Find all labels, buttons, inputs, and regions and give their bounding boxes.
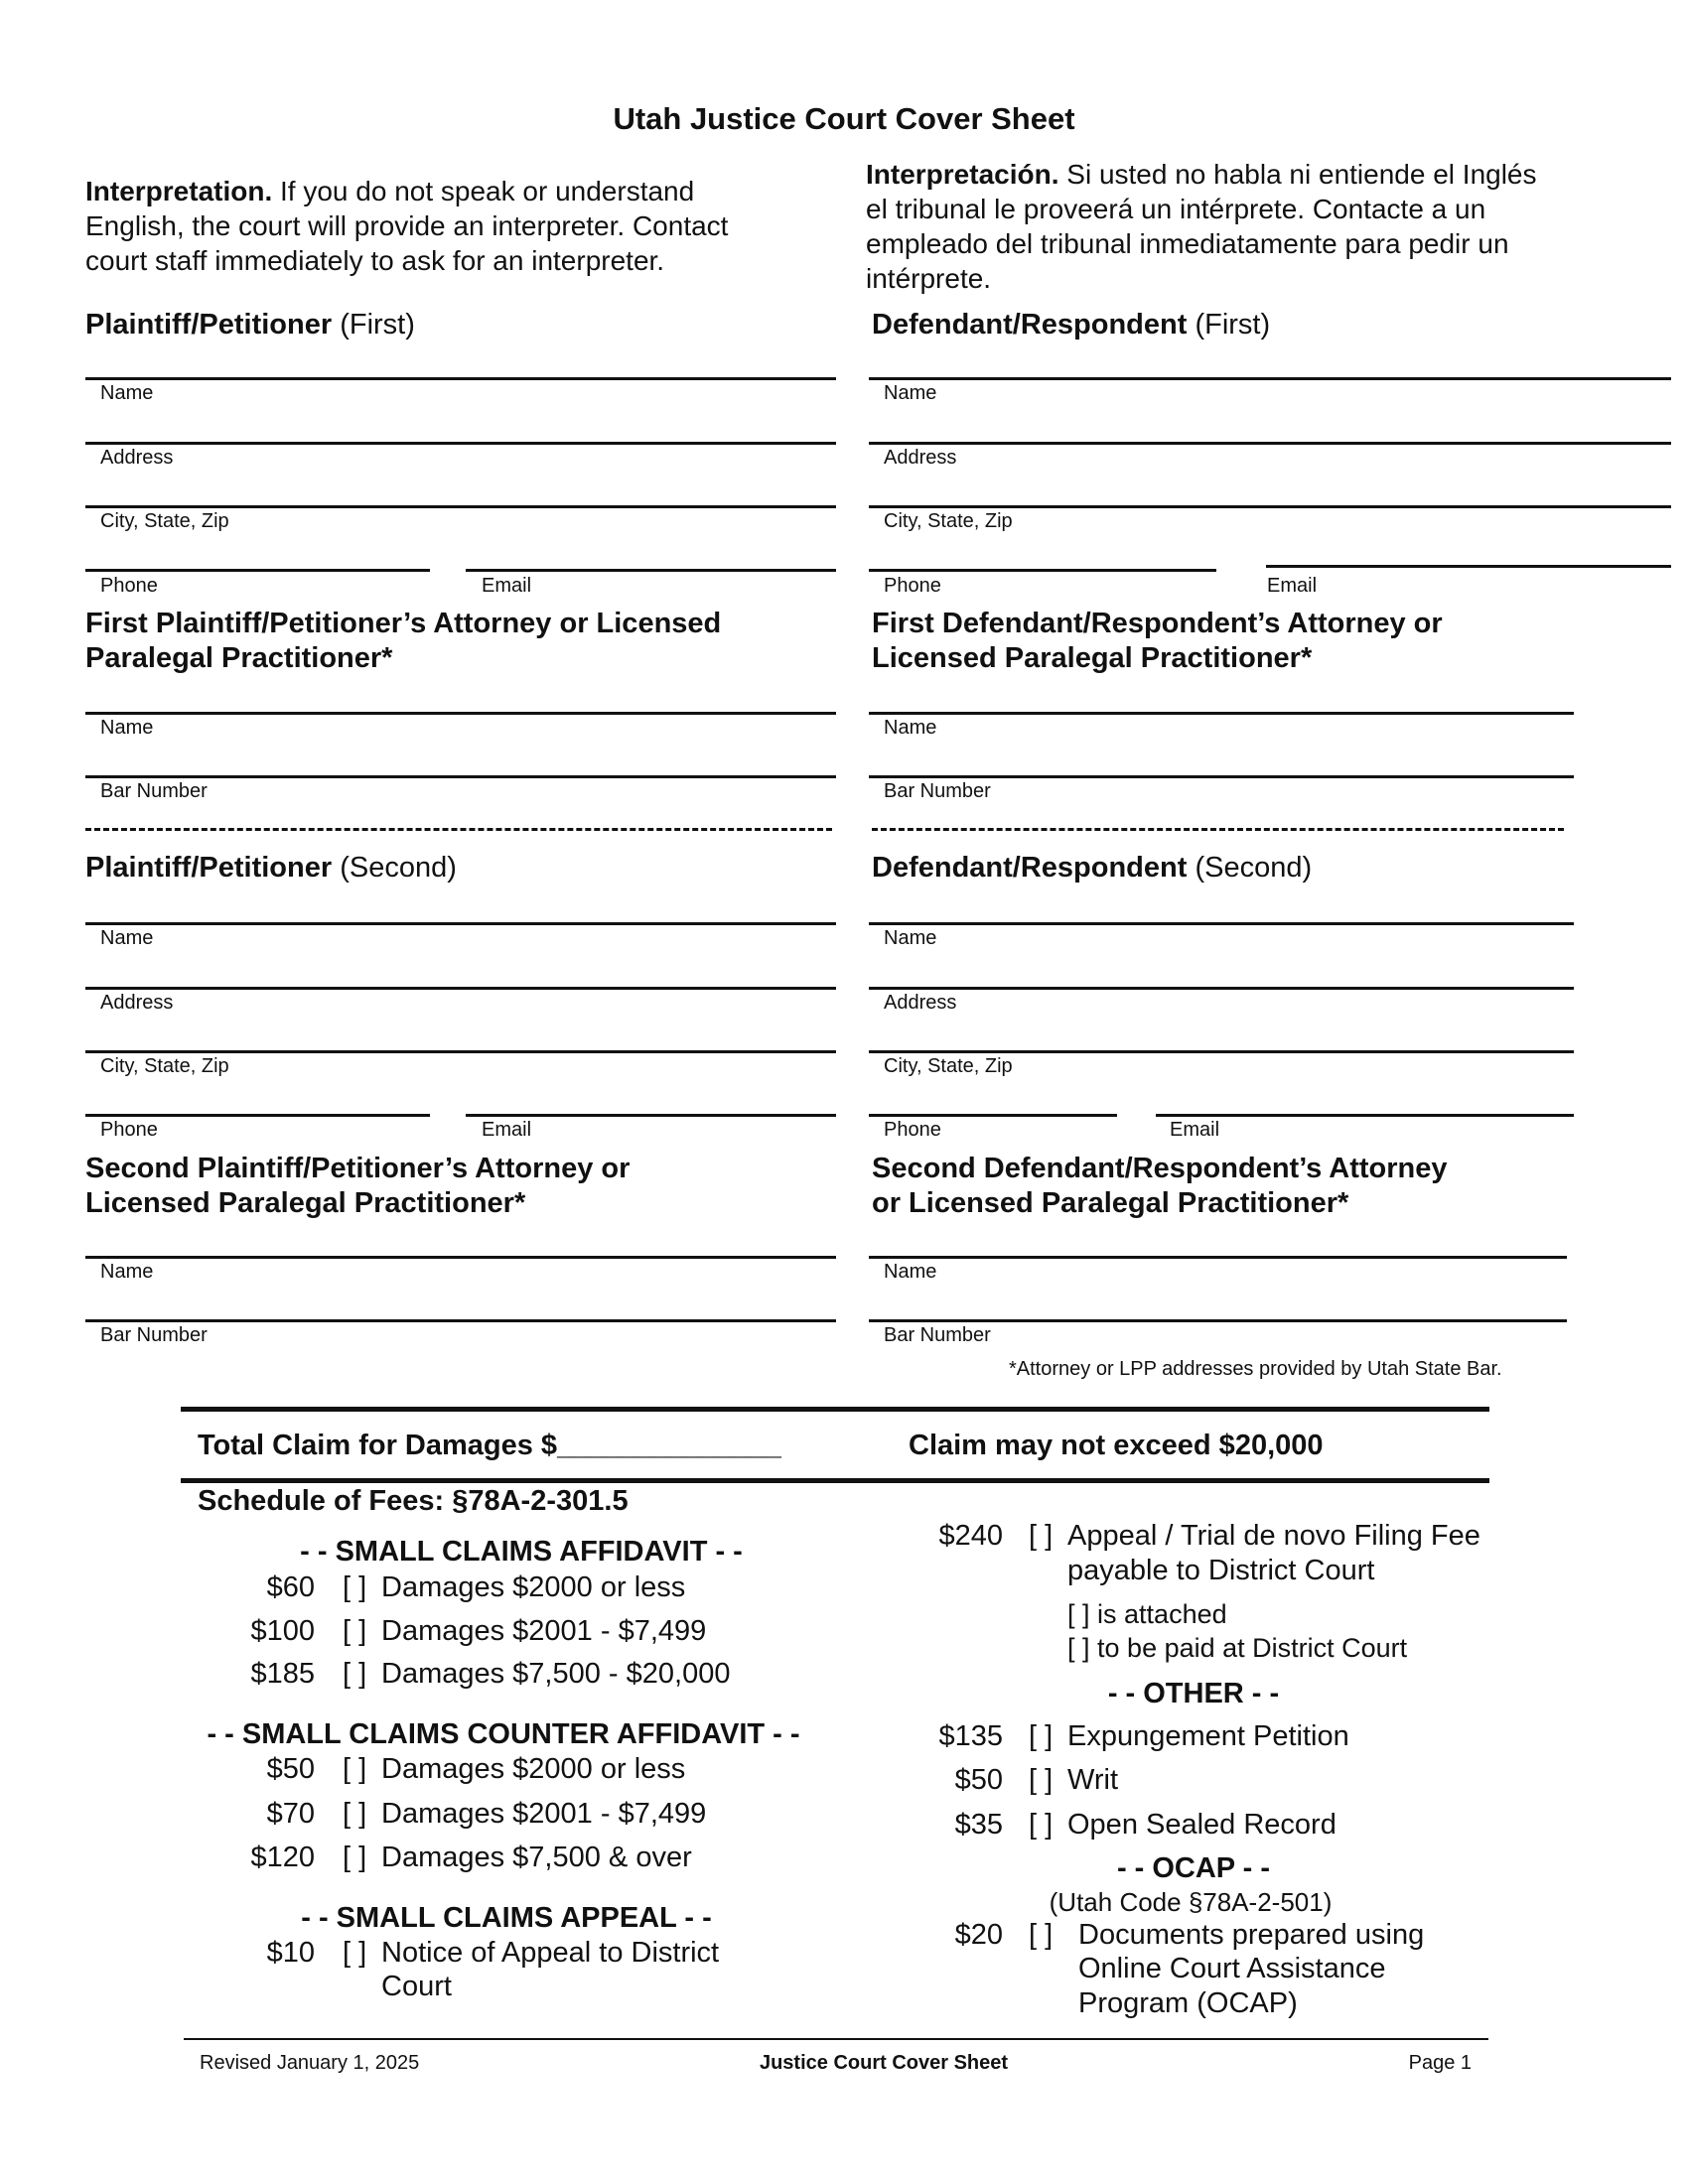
fee-text: Damages $7,500 & over <box>381 1842 692 1873</box>
fee-text: Program (OCAP) <box>1078 1987 1298 2019</box>
fee-text: Damages $2001 - $7,499 <box>381 1798 707 1830</box>
field-label: Phone <box>884 1119 941 1141</box>
fee-amount: $120 <box>250 1842 315 1873</box>
fee-amount: $20 <box>954 1919 1003 1951</box>
plaintiff-first-attorney-heading <box>85 607 721 676</box>
plaintiff2-city-field[interactable] <box>85 1050 836 1053</box>
field-label: Name <box>884 717 937 739</box>
plaintiff1-attorney-name-field[interactable] <box>85 712 836 715</box>
footer-divider <box>184 2038 1488 2040</box>
field-label: Bar Number <box>884 780 991 802</box>
plaintiff2-attorney-bar-field[interactable] <box>85 1319 836 1322</box>
fee-amount: $60 <box>266 1571 315 1603</box>
plaintiff-second-attorney-heading <box>85 1152 630 1221</box>
defendant1-address-field[interactable] <box>869 442 1671 445</box>
heading-line: Licensed Paralegal Practitioner* <box>85 1187 526 1219</box>
dashed-divider <box>85 828 832 831</box>
footer-page: Page 1 <box>1408 2052 1472 2074</box>
fee-checkbox[interactable]: [ ] <box>343 1753 367 1785</box>
heading-bold: Plaintiff/Petitioner <box>85 852 333 884</box>
plaintiff1-attorney-bar-field[interactable] <box>85 775 836 778</box>
heading-qualifier: (First) <box>1187 309 1271 341</box>
defendant2-name-field[interactable] <box>869 922 1574 925</box>
plaintiff1-phone-field[interactable] <box>85 569 430 572</box>
page-title: Utah Justice Court Cover Sheet <box>613 101 1075 136</box>
field-label: Address <box>100 447 174 469</box>
fee-checkbox[interactable]: [ ] <box>1029 1809 1054 1841</box>
field-label: City, State, Zip <box>100 1055 229 1077</box>
fee-text: Damages $2000 or less <box>381 1753 686 1785</box>
defendant2-attorney-bar-field[interactable] <box>869 1319 1567 1322</box>
field-label: Address <box>884 447 957 469</box>
field-label: Address <box>884 992 957 1014</box>
heading-line: or Licensed Paralegal Practitioner* <box>872 1187 1349 1219</box>
field-label: Bar Number <box>100 1324 208 1346</box>
claim-limit: Claim may not exceed $20,000 <box>909 1430 1324 1461</box>
fee-checkbox[interactable]: [ ] <box>343 1798 367 1830</box>
schedule-of-fees: Schedule of Fees: §78A-2-301.5 <box>198 1485 629 1517</box>
attorney-footnote: *Attorney or LPP addresses provided by Utah State Bar. <box>1009 1358 1502 1380</box>
plaintiff-first-heading <box>85 308 415 342</box>
defendant1-name-field[interactable] <box>869 377 1671 380</box>
fee-text: Expungement Petition <box>1067 1720 1349 1752</box>
interpretation-es-line: intérprete. <box>866 263 992 294</box>
field-label: Phone <box>100 575 158 597</box>
plaintiff2-name-field[interactable] <box>85 922 836 925</box>
fee-checkbox[interactable]: [ ] <box>1029 1764 1054 1796</box>
field-label: City, State, Zip <box>884 510 1013 532</box>
interpretation-es-line: Si usted no habla ni entiende el Inglés <box>1058 159 1537 190</box>
total-claim-field[interactable]: ______________ <box>557 1430 781 1461</box>
fee-amount: $10 <box>266 1937 315 1969</box>
heading-qualifier: (First) <box>332 309 415 341</box>
fee-checkbox[interactable]: [ ] <box>1029 1520 1054 1552</box>
interpretation-en-line: English, the court will provide an interpreter. Contact <box>85 210 729 241</box>
defendant1-email-field[interactable] <box>1266 565 1671 568</box>
heading-line: Second Plaintiff/Petitioner’s Attorney or <box>85 1153 631 1184</box>
interpretation-en-heading: Interpretation. <box>85 176 273 206</box>
option-text: is attached <box>1097 1599 1227 1629</box>
option-row <box>1067 1631 1407 1665</box>
interpretation-en-line: court staff immediately to ask for an interpreter. <box>85 245 665 276</box>
defendant2-email-field[interactable] <box>1156 1114 1574 1117</box>
option-text: to be paid at District Court <box>1097 1633 1408 1663</box>
heading-line: First Defendant/Respondent’s Attorney or <box>872 608 1443 639</box>
heading-bold: Plaintiff/Petitioner <box>85 309 333 341</box>
heading-line: Paralegal Practitioner* <box>85 642 393 674</box>
fee-text: Damages $2000 or less <box>381 1571 686 1603</box>
field-label: Name <box>100 927 154 949</box>
fee-amount: $50 <box>954 1764 1003 1796</box>
appeal-heading: - - SMALL CLAIMS APPEAL - - <box>301 1902 712 1934</box>
fee-checkbox[interactable]: [ ] <box>343 1842 367 1873</box>
divider <box>181 1407 1489 1412</box>
interpretation-es-line: empleado del tribunal inmediatamente para pedir un <box>866 228 1509 259</box>
fee-checkbox[interactable]: [ ] <box>343 1615 367 1647</box>
defendant2-phone-field[interactable] <box>869 1114 1117 1117</box>
fee-text: Online Court Assistance <box>1078 1953 1386 1984</box>
fee-text: Notice of Appeal to District <box>381 1937 720 1969</box>
plaintiff1-email-field[interactable] <box>466 569 836 572</box>
fee-checkbox[interactable]: [ ] <box>1067 1599 1090 1629</box>
defendant-second-attorney-heading <box>872 1152 1448 1221</box>
fee-text: Documents prepared using <box>1078 1919 1425 1951</box>
footer-revised: Revised January 1, 2025 <box>200 2052 420 2074</box>
defendant2-address-field[interactable] <box>869 987 1574 990</box>
heading-qualifier: (Second) <box>332 852 457 884</box>
interpretation-en <box>85 174 728 278</box>
interpretation-es-line: el tribunal le proveerá un intérprete. Contacte a un <box>866 194 1486 224</box>
fee-checkbox[interactable]: [ ] <box>343 1571 367 1603</box>
plaintiff2-attorney-name-field[interactable] <box>85 1256 836 1259</box>
interpretation-en-line: If you do not speak or understand <box>272 176 695 206</box>
field-label: Bar Number <box>884 1324 991 1346</box>
defendant1-city-field[interactable] <box>869 505 1671 508</box>
heading-line: First Plaintiff/Petitioner’s Attorney or Licensed <box>85 608 722 639</box>
field-label: Name <box>100 382 154 404</box>
plaintiff2-email-field[interactable] <box>466 1114 836 1117</box>
field-label: Email <box>482 1119 532 1141</box>
counter-affidavit-heading: - - SMALL CLAIMS COUNTER AFFIDAVIT - - <box>207 1718 800 1750</box>
defendant1-phone-field[interactable] <box>869 569 1216 572</box>
fee-amount: $100 <box>250 1615 315 1647</box>
field-label: City, State, Zip <box>884 1055 1013 1077</box>
field-label: Name <box>884 927 937 949</box>
defendant1-attorney-bar-field[interactable] <box>869 775 1574 778</box>
field-label: Bar Number <box>100 780 208 802</box>
interpretation-es <box>866 157 1537 296</box>
heading-bold: Defendant/Respondent <box>872 309 1188 341</box>
defendant1-attorney-name-field[interactable] <box>869 712 1574 715</box>
fee-text: Damages $7,500 - $20,000 <box>381 1658 731 1690</box>
heading-bold: Defendant/Respondent <box>872 852 1188 884</box>
fee-amount: $70 <box>266 1798 315 1830</box>
fee-checkbox[interactable]: [ ] <box>1029 1720 1054 1752</box>
defendant-second-heading <box>872 851 1312 886</box>
heading-qualifier: (Second) <box>1187 852 1313 884</box>
fee-amount: $35 <box>954 1809 1003 1841</box>
defendant2-city-field[interactable] <box>869 1050 1574 1053</box>
field-label: Name <box>884 1261 937 1283</box>
other-heading: - - OTHER - - <box>1107 1678 1280 1709</box>
fee-amount: $185 <box>250 1658 315 1690</box>
total-claim-label: Total Claim for Damages $ <box>198 1430 558 1461</box>
plaintiff1-name-field[interactable] <box>85 377 836 380</box>
fee-text: Writ <box>1067 1764 1119 1796</box>
plaintiff-second-heading <box>85 851 457 886</box>
dashed-divider <box>872 828 1564 831</box>
fee-text: Open Sealed Record <box>1067 1809 1336 1841</box>
field-label: Name <box>884 382 937 404</box>
option-row <box>1067 1597 1227 1631</box>
fee-amount: $50 <box>266 1753 315 1785</box>
field-label: City, State, Zip <box>100 510 229 532</box>
field-label: Email <box>1170 1119 1220 1141</box>
field-label: Phone <box>100 1119 158 1141</box>
field-label: Email <box>482 575 532 597</box>
defendant2-attorney-name-field[interactable] <box>869 1256 1567 1259</box>
plaintiff1-city-field[interactable] <box>85 505 836 508</box>
fee-amount: $240 <box>938 1520 1003 1552</box>
total-claim <box>198 1430 781 1462</box>
fee-checkbox[interactable]: [ ] <box>1067 1633 1090 1663</box>
affidavit-heading: - - SMALL CLAIMS AFFIDAVIT - - <box>300 1536 743 1568</box>
field-label: Email <box>1267 575 1318 597</box>
footer-title: Justice Court Cover Sheet <box>759 2052 1009 2074</box>
divider <box>181 1478 1489 1483</box>
fee-text: Court <box>381 1971 452 2002</box>
defendant-first-attorney-heading <box>872 607 1443 676</box>
field-label: Name <box>100 1261 154 1283</box>
fee-checkbox[interactable]: [ ] <box>343 1937 367 1969</box>
heading-line: Licensed Paralegal Practitioner* <box>872 642 1313 674</box>
field-label: Phone <box>884 575 941 597</box>
fee-amount: $135 <box>938 1720 1003 1752</box>
plaintiff2-address-field[interactable] <box>85 987 836 990</box>
interpretation-es-heading: Interpretación. <box>866 159 1059 190</box>
fee-text: Appeal / Trial de novo Filing Fee <box>1067 1520 1480 1552</box>
fee-text: Damages $2001 - $7,499 <box>381 1615 707 1647</box>
ocap-heading: - - OCAP - - <box>1116 1852 1271 1884</box>
field-label: Address <box>100 992 174 1014</box>
ocap-code: (Utah Code §78A-2-501) <box>1049 1887 1333 1917</box>
fee-text: payable to District Court <box>1067 1555 1375 1586</box>
field-label: Name <box>100 717 154 739</box>
plaintiff2-phone-field[interactable] <box>85 1114 430 1117</box>
fee-checkbox[interactable]: [ ] <box>1029 1919 1054 1951</box>
heading-line: Second Defendant/Respondent’s Attorney <box>872 1153 1448 1184</box>
plaintiff1-address-field[interactable] <box>85 442 836 445</box>
defendant-first-heading <box>872 308 1270 342</box>
fee-checkbox[interactable]: [ ] <box>343 1658 367 1690</box>
